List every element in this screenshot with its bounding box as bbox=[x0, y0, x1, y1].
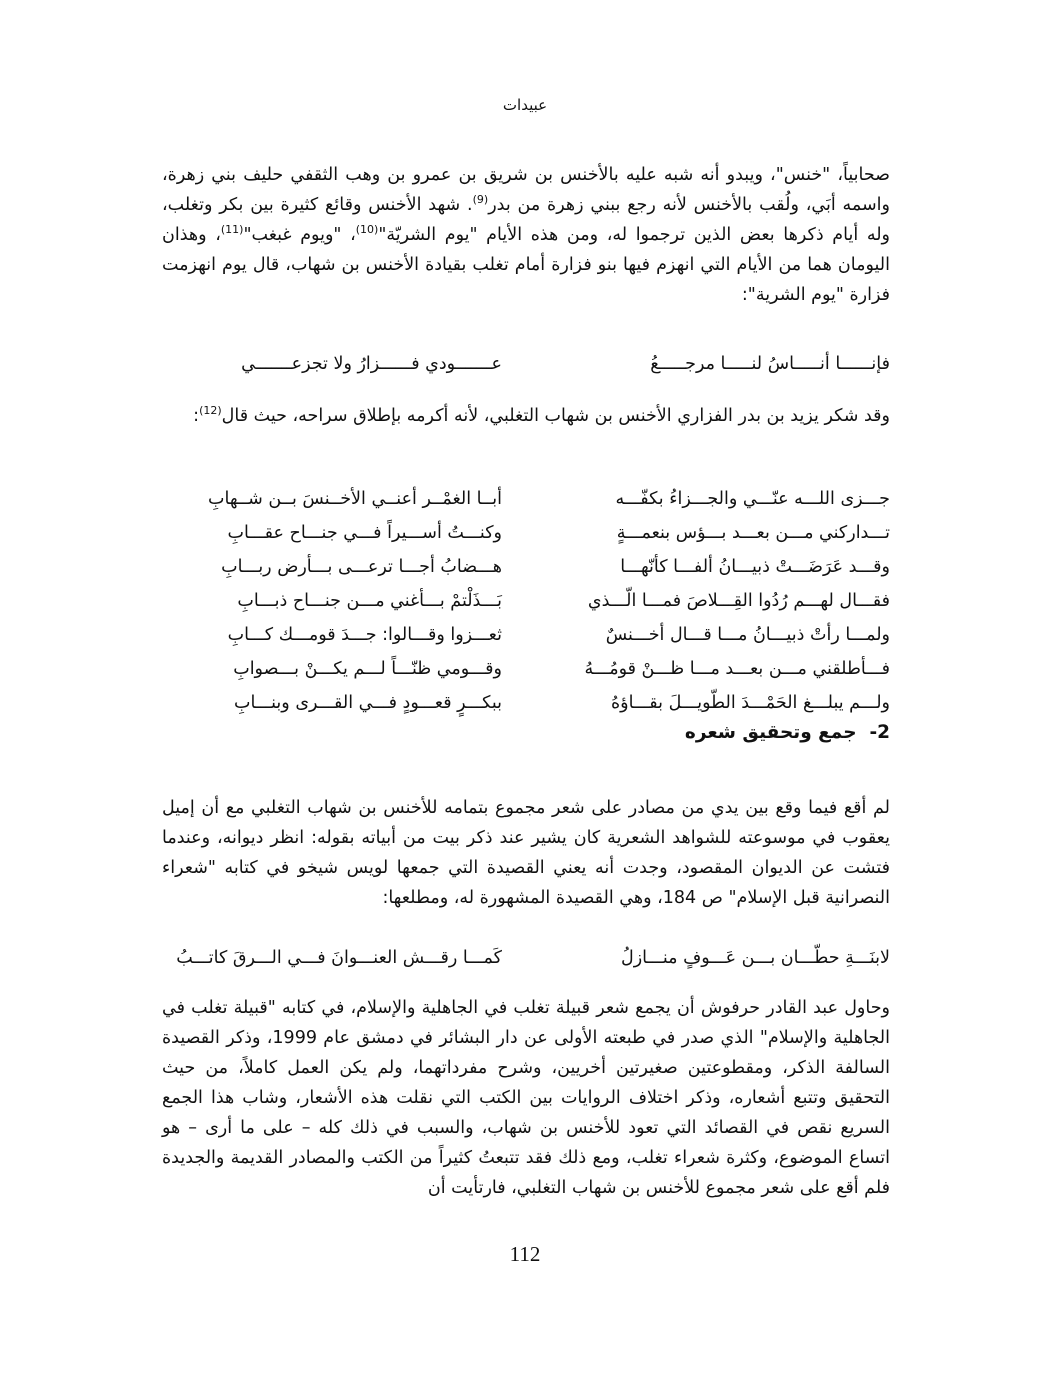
paragraph-harfoush: وحاول عبد القادر حرفوش أن يجمع شعر قبيلة تغلب في الجاهلية والإسلام، في كتابه "قبيلة تغلب في الجاهلية والإسلام" الذي صدر في طبعته الأولى عن دار البشائر في دمشق عام 1999، وذكر القصيدة السالفة الذكر، ومقطوعتين صغيرتين أخريين، وشرح مفرداتهما، ولم يكن العمل كاملاً، من حيث التحقيق وتتبع أشعاره، وذكر اختلاف الروايات بين الكتب التي نقلت هذه الأشعار، وشاب هذا الجمع السريع نقص في القصائد التي تعود للأخنس بن شهاب، والسبب في ذلك كله – على ما أرى – هو اتساع الموضوع، وكثرة شعراء تغلب، ومع ذلك فقد تتبعتُ كثيراً من الكتب والمصادر القديمة والجديدة فلم أقع على شعر مجموع للأخنس بن شهاب التغلبي، فارتأيت أن bbox=[162, 998, 890, 1198]
poem-verse bbox=[162, 620, 890, 650]
paragraph-text: . شهد الأخنس وقائع كثيرة بين بكر وتغلب، وله أيام ذكرها بعض الذين ترجموا له، ومن هذه الأيام "يوم الشريّة" bbox=[162, 195, 890, 245]
running-header: عبيدات bbox=[502, 96, 548, 114]
paragraph-text: ، وهذان اليومان هما من الأيام التي انهزم فيها بنو فزارة أمام تغلب بقيادة الأخنس بن شهاب، قال يوم انهزمت فزارة "يوم الشرية": bbox=[162, 225, 890, 305]
verse-first-hemistich: لابنَـــةِ حطّـــان بـــن عَـــوفٍ منـــازلُ bbox=[621, 948, 890, 968]
verse-first-hemistich: ولـــم يبلـــغ الحَمْـــدَ الطّويـــلَ بقـــاؤهُ bbox=[610, 693, 890, 713]
paragraph-sources: لم أقع فيما وقع بين يدي من مصادر على شعر مجموع بتمامه للأخنس بن شهاب التغلبي مع أن إميل يعقوب في موسوعته للشواهد الشعرية كان يشير عند ذكر بيت من أبياته بقوله: انظر ديوانه، وعندما فتشت عن الديوان المقصود، وجدت أنه يعني القصيدة التي جمعها لويس شيخو في كتابه "شعراء النصرانية قبل الإسلام" ص 184، وهي القصيدة المشهورة له، ومطلعها: bbox=[162, 798, 890, 908]
footnote-ref-10[interactable]: (10) bbox=[355, 223, 379, 237]
section-title-text: جمع وتحقيق شعره bbox=[684, 722, 857, 743]
verse-second-hemistich: بَـــذَلْتمْ بـــأغني مـــن جنـــاح ذبـــابِ bbox=[237, 591, 502, 611]
footnote-ref-11[interactable]: (11) bbox=[220, 223, 244, 237]
poem-verse bbox=[162, 688, 890, 718]
paragraph-text: صحابياً، "خنس"، ويبدو أنه شبه عليه بالأخنس بن شريق بن عمرو بن وهب الثقفي حليف بني زهرة، واسمه أبَي، ولُقب بالأخنس لأنه رجع ببني زهرة من بدر bbox=[162, 165, 890, 215]
verse-second-hemistich: كَمـــا رقـــش العنـــوانَ فـــي الـــرقَ كاتـــبُ bbox=[176, 948, 502, 968]
verse-line bbox=[162, 943, 890, 973]
verse-first-hemistich: فـــأطلقني مـــن بعـــد مـــا ظـــنْ قومُـــهُ bbox=[584, 659, 890, 679]
footnote-ref-12[interactable]: (12) bbox=[199, 404, 222, 418]
poem-verse bbox=[162, 654, 890, 684]
verse-first-hemistich: جـــزى اللـــه عنّـــي والجـــزاءُ بكفّـــه bbox=[615, 489, 890, 509]
page-number: 112 bbox=[509, 1242, 541, 1266]
verse-first-hemistich: تـــداركني مـــن بعـــد بـــؤس بنعمـــةٍ bbox=[616, 523, 890, 543]
verse-first-hemistich: فقـــال لهـــم رُدُوا القِـــلاصَ فمـــا الّـــذي bbox=[587, 591, 890, 611]
verse-second-hemistich: عـــــــودي فــــــزارُ ولا تجزعـــــــي bbox=[241, 354, 502, 374]
verse-first-hemistich: وقـــد عَرَضَـــتْ ذبيـــانُ ألفـــا كأنّهـــا bbox=[620, 557, 890, 577]
verse-second-hemistich: وكنـــتُ أســـيراً فـــي جنـــاح عقـــابِ bbox=[227, 523, 502, 543]
poem-verse bbox=[162, 552, 890, 582]
verse-second-hemistich: ببكـــرٍ قعـــودٍ فـــي القـــرى وبنـــابِ bbox=[233, 693, 502, 713]
footnote-ref-9[interactable]: (9) bbox=[472, 193, 489, 207]
paragraph-thanks bbox=[162, 401, 890, 431]
section-number: 2- bbox=[869, 722, 890, 743]
verse-second-hemistich: أبــا الغمْــر أعنــي الأخــنسَ بــن شــهابِ bbox=[208, 489, 502, 509]
verse-second-hemistich: ثعـــزوا وقـــالوا: جـــدَ قومـــك كـــابِ bbox=[227, 625, 502, 645]
verse-line bbox=[162, 349, 890, 379]
paragraph-intro bbox=[162, 160, 890, 310]
poem-verse bbox=[162, 518, 890, 548]
poem-verse bbox=[162, 484, 890, 514]
verse-first-hemistich: ولمـــا رأتْ ذبيـــانُ مـــا قـــال أخـــنسٌ bbox=[605, 625, 890, 645]
section-heading bbox=[685, 718, 890, 748]
verse-first-hemistich: فإنــــــا أنـــــاسُ لنـــــا مرجـــــعُ bbox=[650, 354, 890, 374]
paragraph-text: ، "ويوم غبغب" bbox=[243, 225, 356, 245]
verse-second-hemistich: وقـــومي ظنّـــاً لـــم يكـــنْ بـــصوابِ bbox=[233, 659, 502, 679]
poem-verse bbox=[162, 586, 890, 616]
paragraph-text: : bbox=[193, 406, 200, 426]
paragraph-text: وقد شكر يزيد بن بدر الفزاري الأخنس بن شهاب التغلبي، لأنه أكرمه بإطلاق سراحه، حيث قال bbox=[221, 406, 890, 426]
verse-second-hemistich: هـــضابُ أجـــا ترعـــى بـــأرض ربـــابِ bbox=[221, 557, 502, 577]
